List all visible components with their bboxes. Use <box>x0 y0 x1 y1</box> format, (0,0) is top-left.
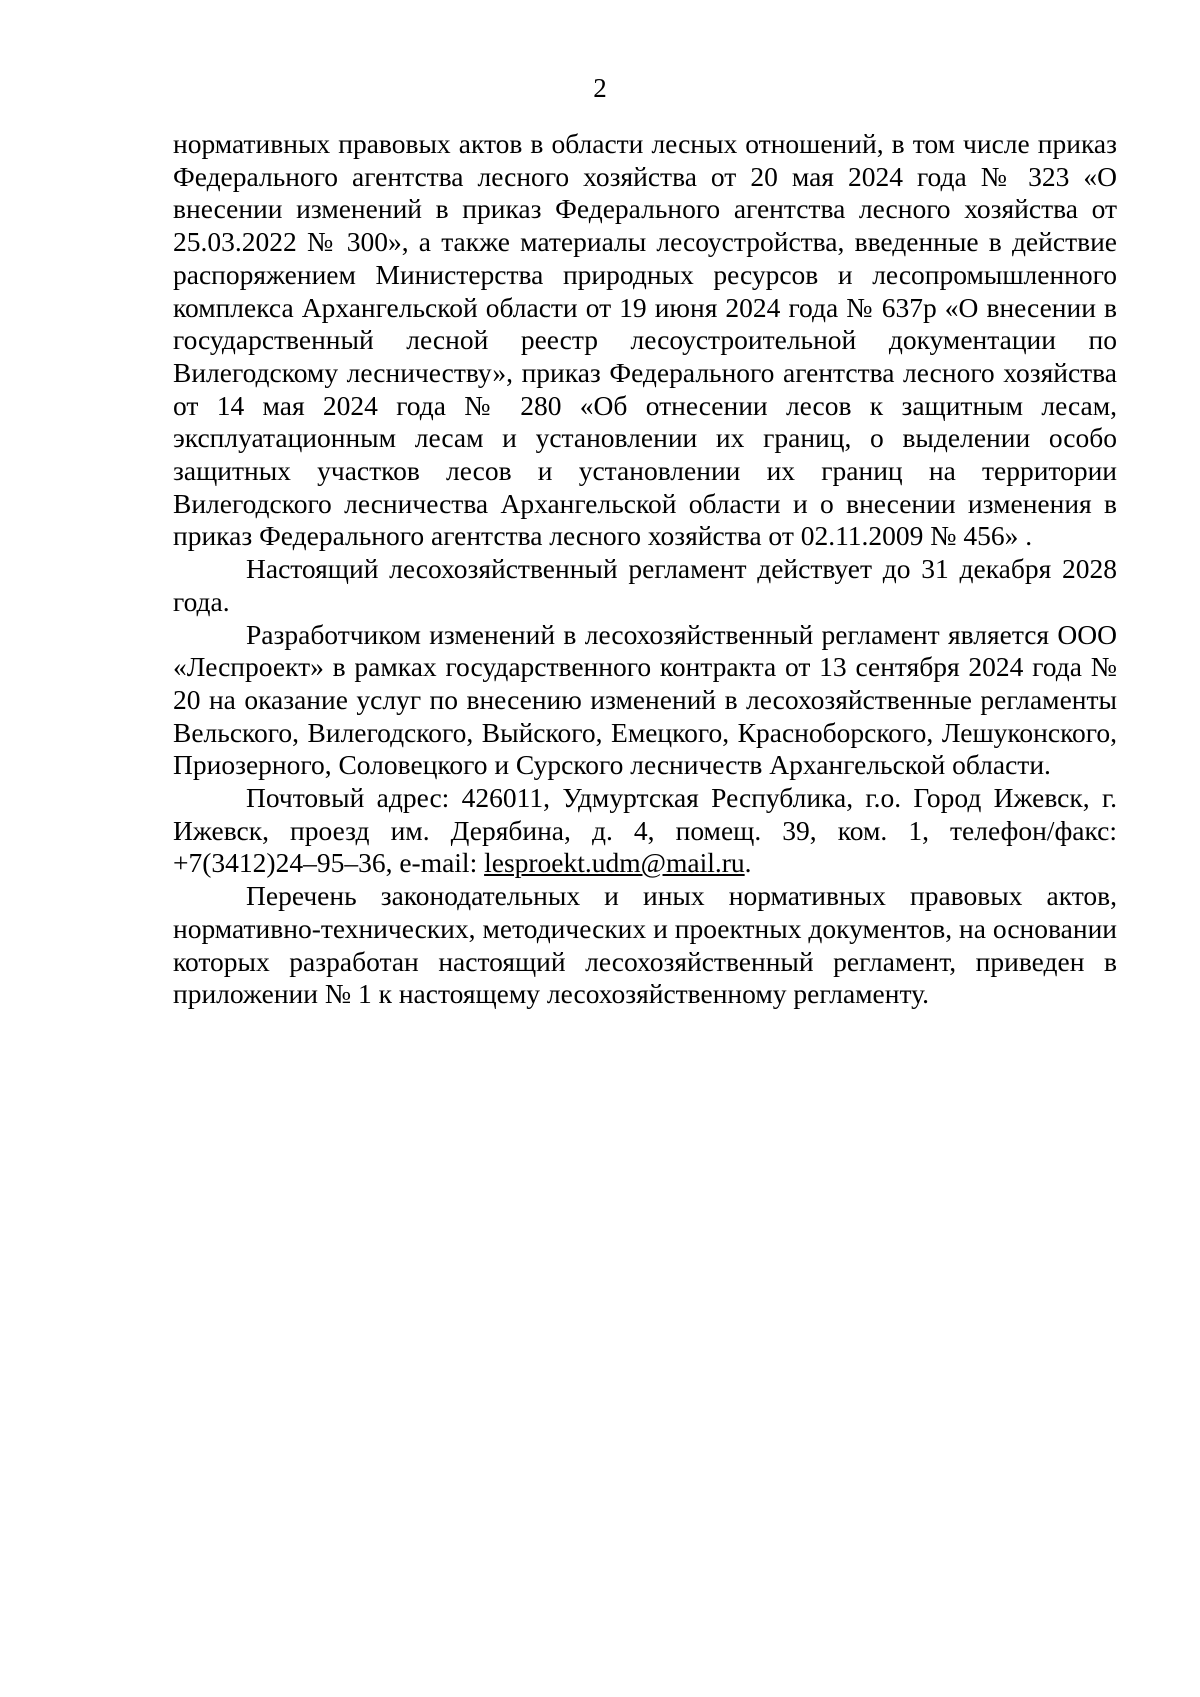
page-number: 2 <box>593 73 607 103</box>
postal-address-text: Почтовый адрес: 426011, Удмуртская Республика, г.о. Город Ижевск, г. Ижевск, проезд им. Дерябина, д. 4, помещ. 39, ком. 1, телефон/факс: +7(3412)24–95–36, e-mail: <box>173 782 1117 879</box>
paragraph-developer: Разработчиком изменений в лесохозяйственный регламент является ООО «Леспроект» в рамках государственного контракта от 13 сентября 2024 года № 20 на оказание услуг по внесению изменений в лесохозяйственные регламенты Вельского, Вилегодского, Выйского, Емецкого, Красноборского, Лешуконского, Приозерного, Соловецкого и Сурского лесничеств Архангельской области. <box>173 618 1117 781</box>
paragraph-documents-list: Перечень законодательных и иных нормативных правовых актов, нормативно-технических, методических и проектных документов, на основании которых разработан настоящий лесохозяйственный регламент, приведен в приложении № 1 к настоящему лесохозяйственному регламенту. <box>173 880 1117 1010</box>
postal-address-end: . <box>744 847 752 879</box>
paragraph-regulatory-acts: нормативных правовых актов в области лесных отношений, в том числе приказ Федерального агентства лесного хозяйства от 20 мая 2024 года № 323 «О внесении изменений в приказ Федерального агентства лесного хозяйства от 25.03.2022 № 300», а также материалы лесоустройства, введенные в действие распоряжением Министерства природных ресурсов и лесопромышленного комплекса Архангельской области от 19 июня 2024 года № 637р «О внесении в государственный лесной реестр лесоустроительной документации по Вилегодскому лесничеству», приказ Федерального агентства лесного хозяйства от 14 мая 2024 года № 280 «Об отнесении лесов к защитным лесам, эксплуатационным лесам и установлении их границ, о выделении особо защитных участков лесов и установлении их границ на территории Вилегодского лесничества Архангельской области и о внесении изменения в приказ Федерального агентства лесного хозяйства от 02.11.2009 № 456» . <box>173 128 1117 552</box>
email-link[interactable]: lesproekt.udm@mail.ru <box>484 847 745 879</box>
paragraph-validity-period: Настоящий лесохозяйственный регламент действует до 31 декабря 2028 года. <box>173 553 1117 617</box>
document-body <box>173 128 1117 1011</box>
paragraph-postal-address <box>173 782 1117 880</box>
